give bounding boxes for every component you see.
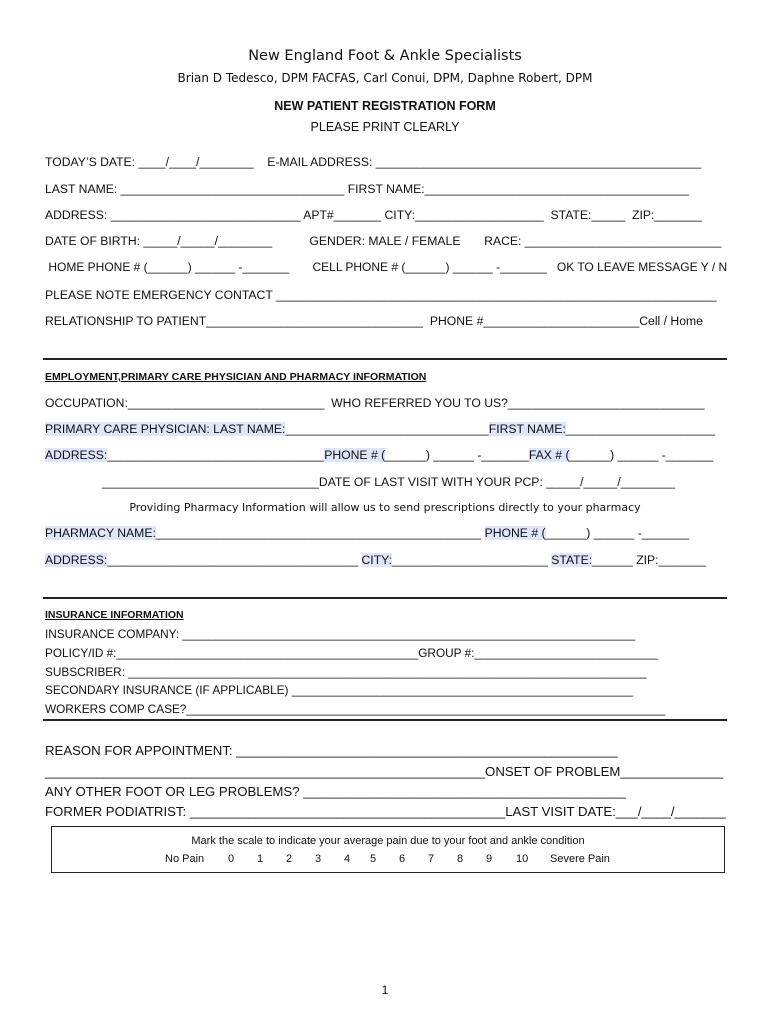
- pcp-name-line[interactable]: [45, 422, 715, 436]
- doctors-list: Brian D Tedesco, DPM FACFAS, Carl Conui, DPM, Daphne Robert, DPM: [177, 71, 593, 85]
- pcp-address-blank[interactable]: ________________________________: [107, 448, 325, 462]
- pharmacy-name-label: PHARMACY NAME:: [45, 526, 156, 540]
- phone-line[interactable]: HOME PHONE # (______) ______ -_______ CELL PHONE # (______) ______ -_______ OK TO LEAVE MESSAGE Y / N: [45, 260, 728, 274]
- pharmacy-state-zip-blank[interactable]: ______ ZIP:_______: [592, 553, 706, 567]
- pain-option[interactable]: 0: [228, 853, 235, 865]
- pcp-last-name-blank[interactable]: ______________________________: [285, 422, 489, 436]
- address-line[interactable]: ADDRESS: ____________________________ APT#_______ CITY:___________________ STATE:_____ ZIP:_______: [45, 208, 702, 222]
- pharmacy-name-line[interactable]: [45, 526, 689, 540]
- pain-option[interactable]: 4: [344, 853, 351, 865]
- emergency-contact-line[interactable]: PLEASE NOTE EMERGENCY CONTACT _________________________________________________________________: [45, 288, 717, 302]
- name-line[interactable]: LAST NAME: _________________________________ FIRST NAME:_______________________________________: [45, 182, 690, 196]
- pcp-fax-blank[interactable]: ______) ______ -_______: [569, 448, 714, 462]
- pcp-first-name-label: FIRST NAME:: [488, 422, 566, 436]
- pain-scale-box: [51, 826, 725, 873]
- pharmacy-phone-blank[interactable]: ______) ______ -_______: [545, 526, 690, 540]
- pharmacy-name-blank[interactable]: ________________________________________________: [155, 526, 482, 540]
- occupation-line[interactable]: OCCUPATION:_____________________________ WHO REFERRED YOU TO US?_____________________________: [45, 396, 705, 410]
- pharmacy-address-line[interactable]: [45, 553, 706, 567]
- insurance-company-line[interactable]: INSURANCE COMPANY: _____________________________________________________________________: [45, 627, 636, 641]
- insurance-section-title: INSURANCE INFORMATION: [45, 609, 184, 621]
- pcp-address-line[interactable]: [45, 448, 713, 462]
- workers-comp-line[interactable]: WORKERS COMP CASE?_________________________________________________________________________: [45, 702, 666, 716]
- subscriber-line[interactable]: SUBSCRIBER: _______________________________________________________________________________: [45, 665, 647, 679]
- pharmacy-state-label: STATE:: [551, 553, 593, 567]
- pain-option[interactable]: 2: [286, 853, 293, 865]
- pharmacy-city-label: CITY:: [361, 553, 392, 567]
- pain-scale-label: Mark the scale to indicate your average pain due to your foot and ankle condition: [191, 835, 585, 847]
- print-instruction: PLEASE PRINT CLEARLY: [310, 120, 460, 134]
- pain-option[interactable]: 9: [486, 853, 493, 865]
- pharmacy-address-label: ADDRESS:: [45, 553, 108, 567]
- pcp-phone-blank[interactable]: ______) ______ -_______: [385, 448, 529, 462]
- pain-option[interactable]: 1: [257, 853, 264, 865]
- form-title: NEW PATIENT REGISTRATION FORM: [274, 99, 496, 113]
- pain-option[interactable]: 3: [315, 853, 322, 865]
- pharmacy-address-blank[interactable]: _____________________________________: [107, 553, 359, 567]
- secondary-insurance-line[interactable]: SECONDARY INSURANCE (IF APPLICABLE) ____________________________________________________: [45, 683, 633, 697]
- pain-option[interactable]: 6: [399, 853, 406, 865]
- pain-option[interactable]: 8: [457, 853, 464, 865]
- relationship-line[interactable]: RELATIONSHIP TO PATIENT________________________________ PHONE #_______________________Cell / Home: [45, 314, 703, 328]
- section-divider: [43, 358, 727, 360]
- dob-gender-race-line[interactable]: DATE OF BIRTH: _____/_____/________ GENDER: MALE / FEMALE RACE: _____________________________: [45, 234, 722, 248]
- former-podiatrist-line[interactable]: FORMER PODIATRIST: ___________________________________________LAST VISIT DATE:___/____/_______: [45, 804, 726, 819]
- pain-option[interactable]: 10: [516, 853, 529, 865]
- pharmacy-city-blank[interactable]: _______________________: [391, 553, 548, 567]
- reason-line[interactable]: REASON FOR APPOINTMENT: ____________________________________________________: [45, 743, 618, 758]
- onset-line[interactable]: ____________________________________________________________ONSET OF PROBLEM______________: [45, 764, 724, 779]
- practice-name: New England Foot & Ankle Specialists: [248, 48, 522, 64]
- pain-option[interactable]: 7: [428, 853, 435, 865]
- pcp-first-name-blank[interactable]: ______________________: [565, 422, 715, 436]
- pharmacy-phone-label: PHONE # (: [484, 526, 546, 540]
- section-divider: [43, 719, 727, 721]
- policy-group-line[interactable]: POLICY/ID #:______________________________________________GROUP #:____________________________: [45, 646, 659, 660]
- pain-min-label: No Pain: [165, 853, 205, 865]
- pharmacy-note: Providing Pharmacy Information will allow us to send prescriptions directly to your pharmacy: [129, 501, 641, 514]
- pcp-last-visit-line[interactable]: ________________________________DATE OF LAST VISIT WITH YOUR PCP: _____/_____/________: [102, 475, 675, 489]
- pcp-fax-label: FAX # (: [528, 448, 570, 462]
- pain-max-label: Severe Pain: [550, 853, 610, 865]
- pain-option[interactable]: 5: [370, 853, 377, 865]
- pcp-last-name-label: PRIMARY CARE PHYSICIAN: LAST NAME:: [45, 422, 286, 436]
- pcp-phone-label: PHONE # (: [324, 448, 386, 462]
- pcp-address-label: ADDRESS:: [45, 448, 108, 462]
- other-problems-line[interactable]: ANY OTHER FOOT OR LEG PROBLEMS? ____________________________________________: [45, 784, 626, 799]
- section-divider: [43, 597, 727, 599]
- todays-date-email-line[interactable]: TODAY’S DATE: ____/____/________ E-MAIL ADDRESS: ________________________________________________: [45, 155, 702, 169]
- page-number: 1: [381, 983, 389, 997]
- employment-section-title: EMPLOYMENT,PRIMARY CARE PHYSICIAN AND PHARMACY INFORMATION: [45, 371, 427, 383]
